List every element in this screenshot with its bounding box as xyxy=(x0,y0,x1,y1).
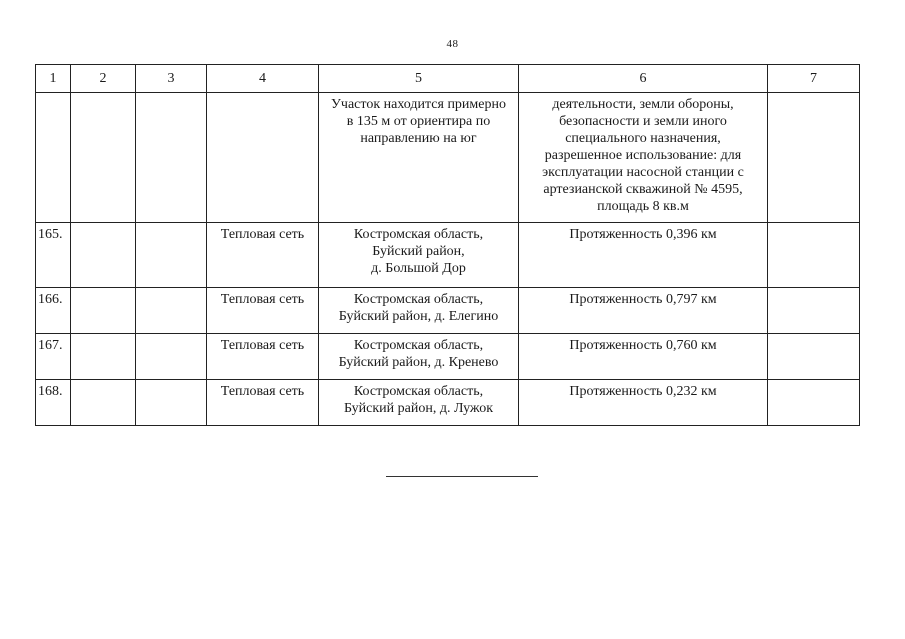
column-header-6: 6 xyxy=(519,65,768,93)
cell-address xyxy=(319,288,519,334)
cell-col3 xyxy=(136,223,207,288)
cell-name: Тепловая сеть xyxy=(207,288,319,334)
cell-col7 xyxy=(768,380,860,426)
table-row xyxy=(36,334,860,380)
characteristic-line: разрешенное использование: для xyxy=(544,148,742,163)
cell-col2 xyxy=(71,334,136,380)
cell-name: Тепловая сеть xyxy=(207,380,319,426)
address-line: в 135 м от ориентира по xyxy=(346,114,491,129)
cell-number: 165. xyxy=(36,223,71,288)
table-row xyxy=(36,380,860,426)
cell-col2 xyxy=(71,93,136,223)
cell-number: 168. xyxy=(36,380,71,426)
column-header-5: 5 xyxy=(319,65,519,93)
cell-col3 xyxy=(136,93,207,223)
cell-number xyxy=(36,93,71,223)
characteristic-line: площадь 8 кв.м xyxy=(597,199,689,214)
table-row-continuation xyxy=(36,93,860,223)
cell-number: 166. xyxy=(36,288,71,334)
table-row xyxy=(36,288,860,334)
cell-name xyxy=(207,93,319,223)
address-line: Буйский район, д. Кренево xyxy=(338,355,499,370)
cell-col7 xyxy=(768,223,860,288)
column-header-7: 7 xyxy=(768,65,860,93)
cell-characteristic: Протяженность 0,760 км xyxy=(519,334,768,380)
characteristic-line: безопасности и земли иного xyxy=(559,114,727,129)
registry-table xyxy=(35,64,860,426)
address-line: Костромская область, xyxy=(353,338,484,353)
cell-address xyxy=(319,223,519,288)
cell-col2 xyxy=(71,380,136,426)
table-row xyxy=(36,223,860,288)
characteristic-line: деятельности, земли обороны, xyxy=(552,97,734,112)
address-line: Участок находится примерно xyxy=(331,97,506,112)
characteristic-line: артезианской скважиной № 4595, xyxy=(543,182,743,197)
column-header-4: 4 xyxy=(207,65,319,93)
cell-col7 xyxy=(768,334,860,380)
address-line: направлению на юг xyxy=(360,131,477,146)
cell-col7 xyxy=(768,288,860,334)
address-line: Костромская область, xyxy=(353,227,484,242)
column-header-3: 3 xyxy=(136,65,207,93)
cell-name: Тепловая сеть xyxy=(207,223,319,288)
cell-col3 xyxy=(136,334,207,380)
address-line: Буйский район, xyxy=(372,244,465,259)
address-line: Буйский район, д. Елегино xyxy=(338,309,499,324)
cell-col3 xyxy=(136,380,207,426)
end-of-table-divider xyxy=(386,476,538,477)
address-line: д. Большой Дор xyxy=(371,261,466,276)
cell-col2 xyxy=(71,288,136,334)
column-header-2: 2 xyxy=(71,65,136,93)
cell-address xyxy=(319,93,519,223)
cell-col7 xyxy=(768,93,860,223)
cell-address xyxy=(319,380,519,426)
page-number: 48 xyxy=(446,38,459,50)
cell-characteristic xyxy=(519,93,768,223)
address-line: Костромская область, xyxy=(353,384,484,399)
cell-number: 167. xyxy=(36,334,71,380)
cell-characteristic: Протяженность 0,232 км xyxy=(519,380,768,426)
address-line: Буйский район, д. Лужок xyxy=(343,401,494,416)
characteristic-line: эксплуатации насосной станции с xyxy=(542,165,744,180)
header-row xyxy=(36,65,860,93)
characteristic-line: специального назначения, xyxy=(565,131,721,146)
cell-col3 xyxy=(136,288,207,334)
address-line: Костромская область, xyxy=(353,292,484,307)
cell-characteristic: Протяженность 0,396 км xyxy=(519,223,768,288)
cell-col2 xyxy=(71,223,136,288)
cell-name: Тепловая сеть xyxy=(207,334,319,380)
column-header-1: 1 xyxy=(36,65,71,93)
cell-characteristic: Протяженность 0,797 км xyxy=(519,288,768,334)
cell-address xyxy=(319,334,519,380)
